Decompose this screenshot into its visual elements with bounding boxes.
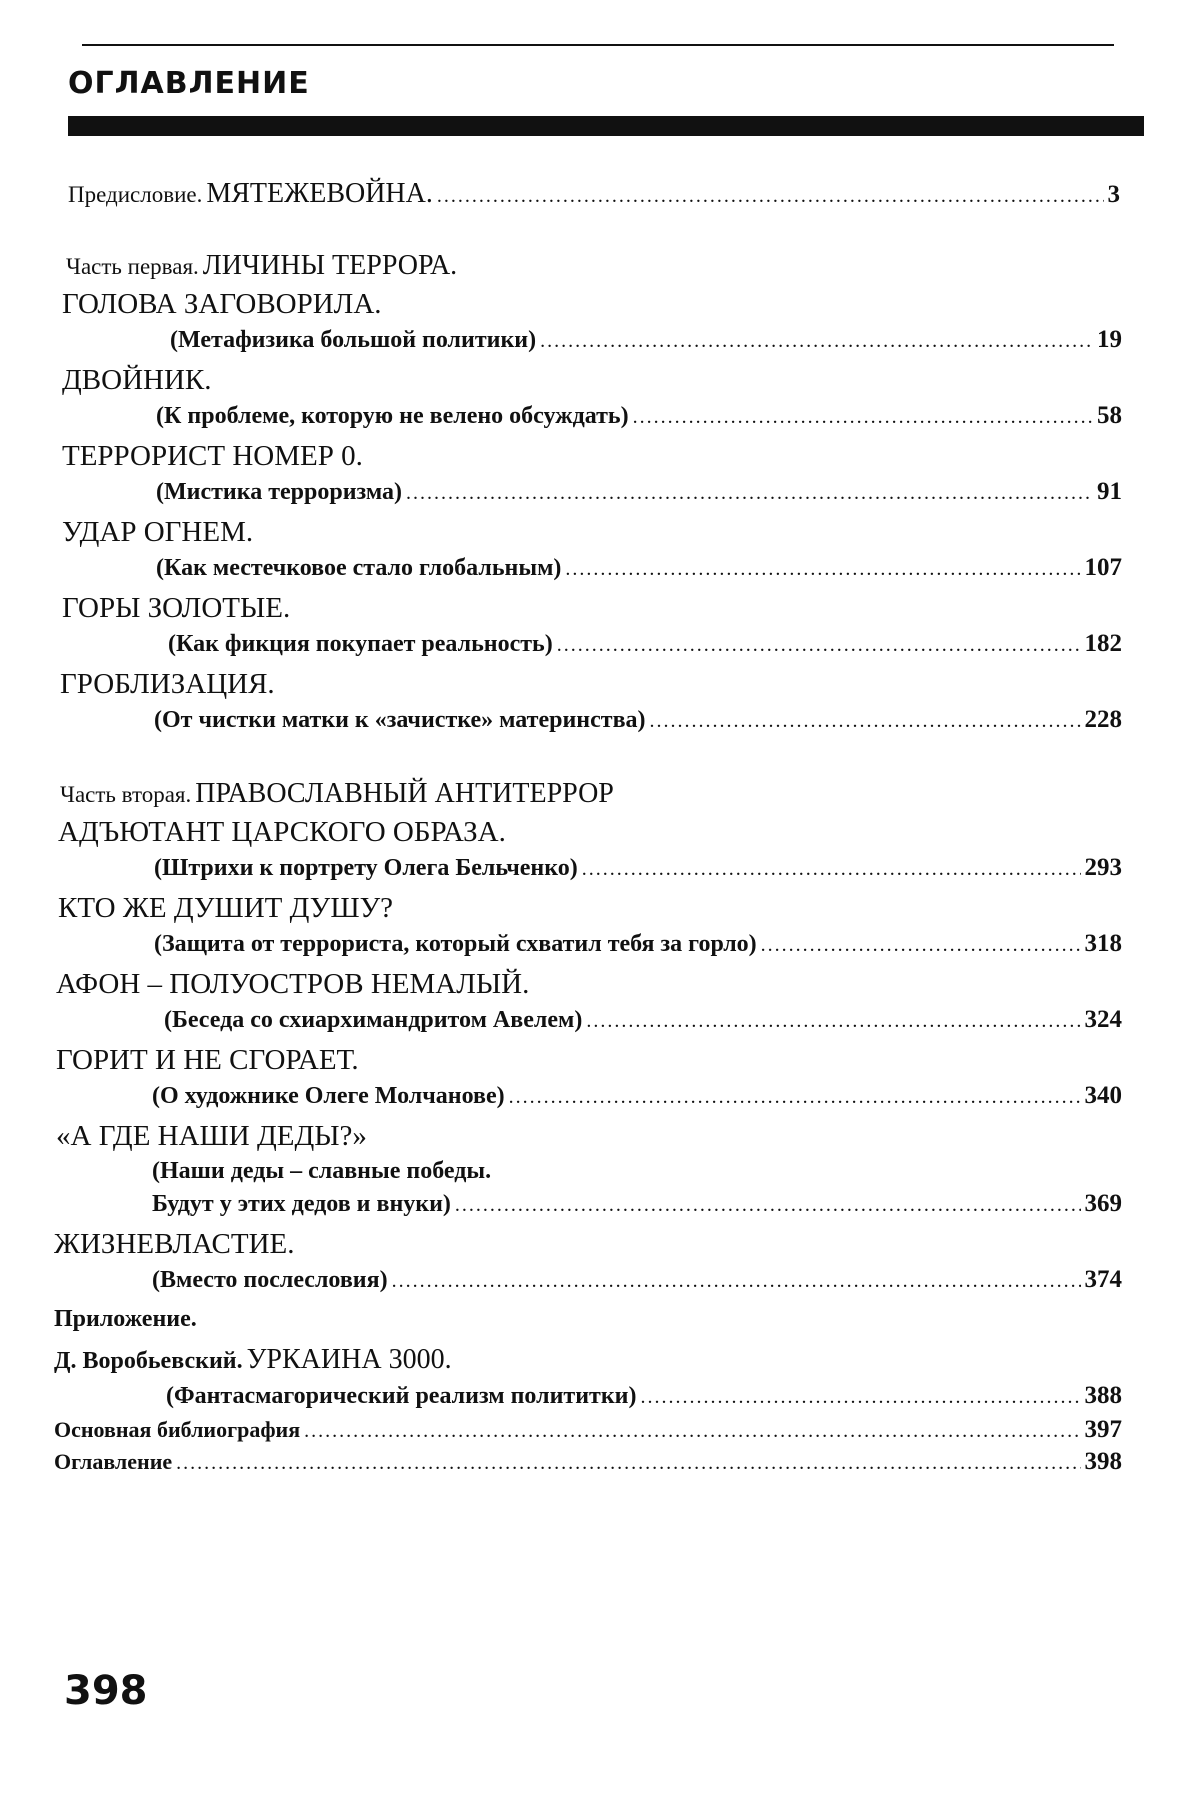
entry-subtitle: (От чистки матки к «зачистке» материнства) [154, 707, 646, 733]
page-number: 3 [1107, 181, 1120, 208]
toc-row-bibliography [54, 1416, 1122, 1450]
dot-leader [540, 330, 1093, 353]
page-number: 19 [1097, 326, 1122, 353]
preface-title: МЯТЕЖЕВОЙНА. [206, 178, 433, 209]
toc-row-preface [68, 178, 1120, 212]
entry-title: ГРОБЛИЗАЦИЯ. [60, 668, 275, 700]
entry-title: ГОЛОВА ЗАГОВОРИЛА. [62, 288, 382, 320]
toc-row [154, 706, 1122, 740]
contents-label: Оглавление [54, 1449, 173, 1474]
page-number: 369 [1084, 1190, 1122, 1217]
appendix-label: Приложение. [54, 1306, 197, 1332]
page-folio: 398 [64, 1668, 148, 1714]
entry-title: АФОН – ПОЛУОСТРОВ НЕМАЛЫЙ. [56, 968, 530, 1000]
entry-subtitle: (К проблеме, которую не велено обсуждать) [156, 403, 629, 429]
toc-row [170, 326, 1122, 360]
part-title: ПРАВОСЛАВНЫЙ АНТИТЕРРОР [195, 778, 614, 809]
dot-leader [650, 710, 1081, 733]
entry-title: ТЕРРОРИСТ НОМЕР 0. [62, 440, 363, 472]
part-title: ЛИЧИНЫ ТЕРРОРА. [202, 250, 458, 281]
dot-leader [437, 185, 1104, 208]
entry-subtitle: (Как фикция покупает реальность) [168, 631, 553, 657]
dot-leader [586, 1010, 1080, 1033]
toc-row [152, 1082, 1122, 1116]
dot-leader [582, 858, 1081, 881]
entry-title: ГОРЫ ЗОЛОТЫЕ. [62, 592, 291, 624]
dot-leader [565, 558, 1080, 581]
part1-heading [66, 250, 1118, 284]
dot-leader [392, 1270, 1081, 1293]
page-number: 340 [1084, 1082, 1122, 1109]
dot-leader [761, 934, 1081, 957]
entry-title: КТО ЖЕ ДУШИТ ДУШУ? [58, 892, 393, 924]
toc-row [166, 1382, 1122, 1416]
toc-row [152, 1266, 1122, 1300]
entry-subtitle: (Беседа со схиархимандритом Авелем) [164, 1007, 583, 1033]
dot-leader [509, 1086, 1081, 1109]
part-label: Часть вторая. [60, 782, 192, 807]
dot-leader [304, 1420, 1080, 1443]
dot-leader [640, 1386, 1080, 1409]
entry-subtitle: (Защита от террориста, который схватил тебя за горло) [154, 931, 757, 957]
entry-subtitle: (Наши деды – славные победы. [152, 1158, 492, 1184]
dot-leader [455, 1194, 1081, 1217]
entry-subtitle: (Метафизика большой политики) [170, 327, 537, 353]
part2-heading [60, 778, 1120, 812]
entry-subtitle: (Фантасмагорический реализм полититки) [166, 1383, 637, 1409]
dot-leader [406, 482, 1093, 505]
page-number: 398 [1084, 1448, 1122, 1475]
entry-subtitle: (Как местечковое стало глобальным) [156, 555, 562, 581]
toc-row [168, 630, 1122, 664]
dot-leader [557, 634, 1081, 657]
entry-title: ЖИЗНЕВЛАСТИЕ. [54, 1228, 295, 1260]
entry-title: ДВОЙНИК. [62, 364, 212, 396]
page-heading: ОГЛАВЛЕНИЕ [68, 66, 310, 101]
bibliography-label: Основная библиография [54, 1417, 301, 1442]
toc-row [156, 478, 1122, 512]
entry-title: УДАР ОГНЕМ. [62, 516, 254, 548]
entry-subtitle: (Мистика терроризма) [156, 479, 402, 505]
heading-bar [68, 116, 1144, 136]
appendix-title: УРКАИНА 3000. [246, 1344, 452, 1375]
page-number: 293 [1084, 854, 1122, 881]
page-number: 107 [1084, 554, 1122, 581]
toc-row [154, 930, 1122, 964]
page-number: 58 [1097, 402, 1122, 429]
appendix-author: Д. Воробьевский. [54, 1348, 243, 1374]
page-number: 374 [1084, 1266, 1122, 1293]
page-number: 388 [1084, 1382, 1122, 1409]
entry-title: ГОРИТ И НЕ СГОРАЕТ. [56, 1044, 359, 1076]
page-number: 324 [1084, 1006, 1122, 1033]
entry-subtitle: (Штрихи к портрету Олега Бельченко) [154, 855, 578, 881]
appendix-heading [54, 1344, 1122, 1378]
toc-row [154, 854, 1122, 888]
entry-title: «А ГДЕ НАШИ ДЕДЫ?» [56, 1120, 367, 1152]
page-number: 318 [1084, 930, 1122, 957]
toc-row [156, 554, 1122, 588]
toc-row [164, 1006, 1122, 1040]
page-number: 228 [1084, 706, 1122, 733]
dot-leader [633, 406, 1093, 429]
entry-title: АДЪЮТАНТ ЦАРСКОГО ОБРАЗА. [58, 816, 506, 848]
toc-row [152, 1190, 1122, 1224]
top-rule [82, 44, 1114, 46]
page-number: 182 [1084, 630, 1122, 657]
page-number: 397 [1084, 1416, 1122, 1443]
toc-row-contents [54, 1448, 1122, 1482]
toc-row [156, 402, 1122, 436]
entry-subtitle: (Вместо послесловия) [152, 1267, 388, 1293]
page-number: 91 [1097, 478, 1122, 505]
preface-label: Предисловие. [68, 182, 203, 207]
entry-subtitle: Будут у этих дедов и внуки) [152, 1191, 451, 1217]
entry-subtitle: (О художнике Олеге Молчанове) [152, 1083, 505, 1109]
part-label: Часть первая. [66, 254, 199, 279]
dot-leader [176, 1452, 1080, 1475]
